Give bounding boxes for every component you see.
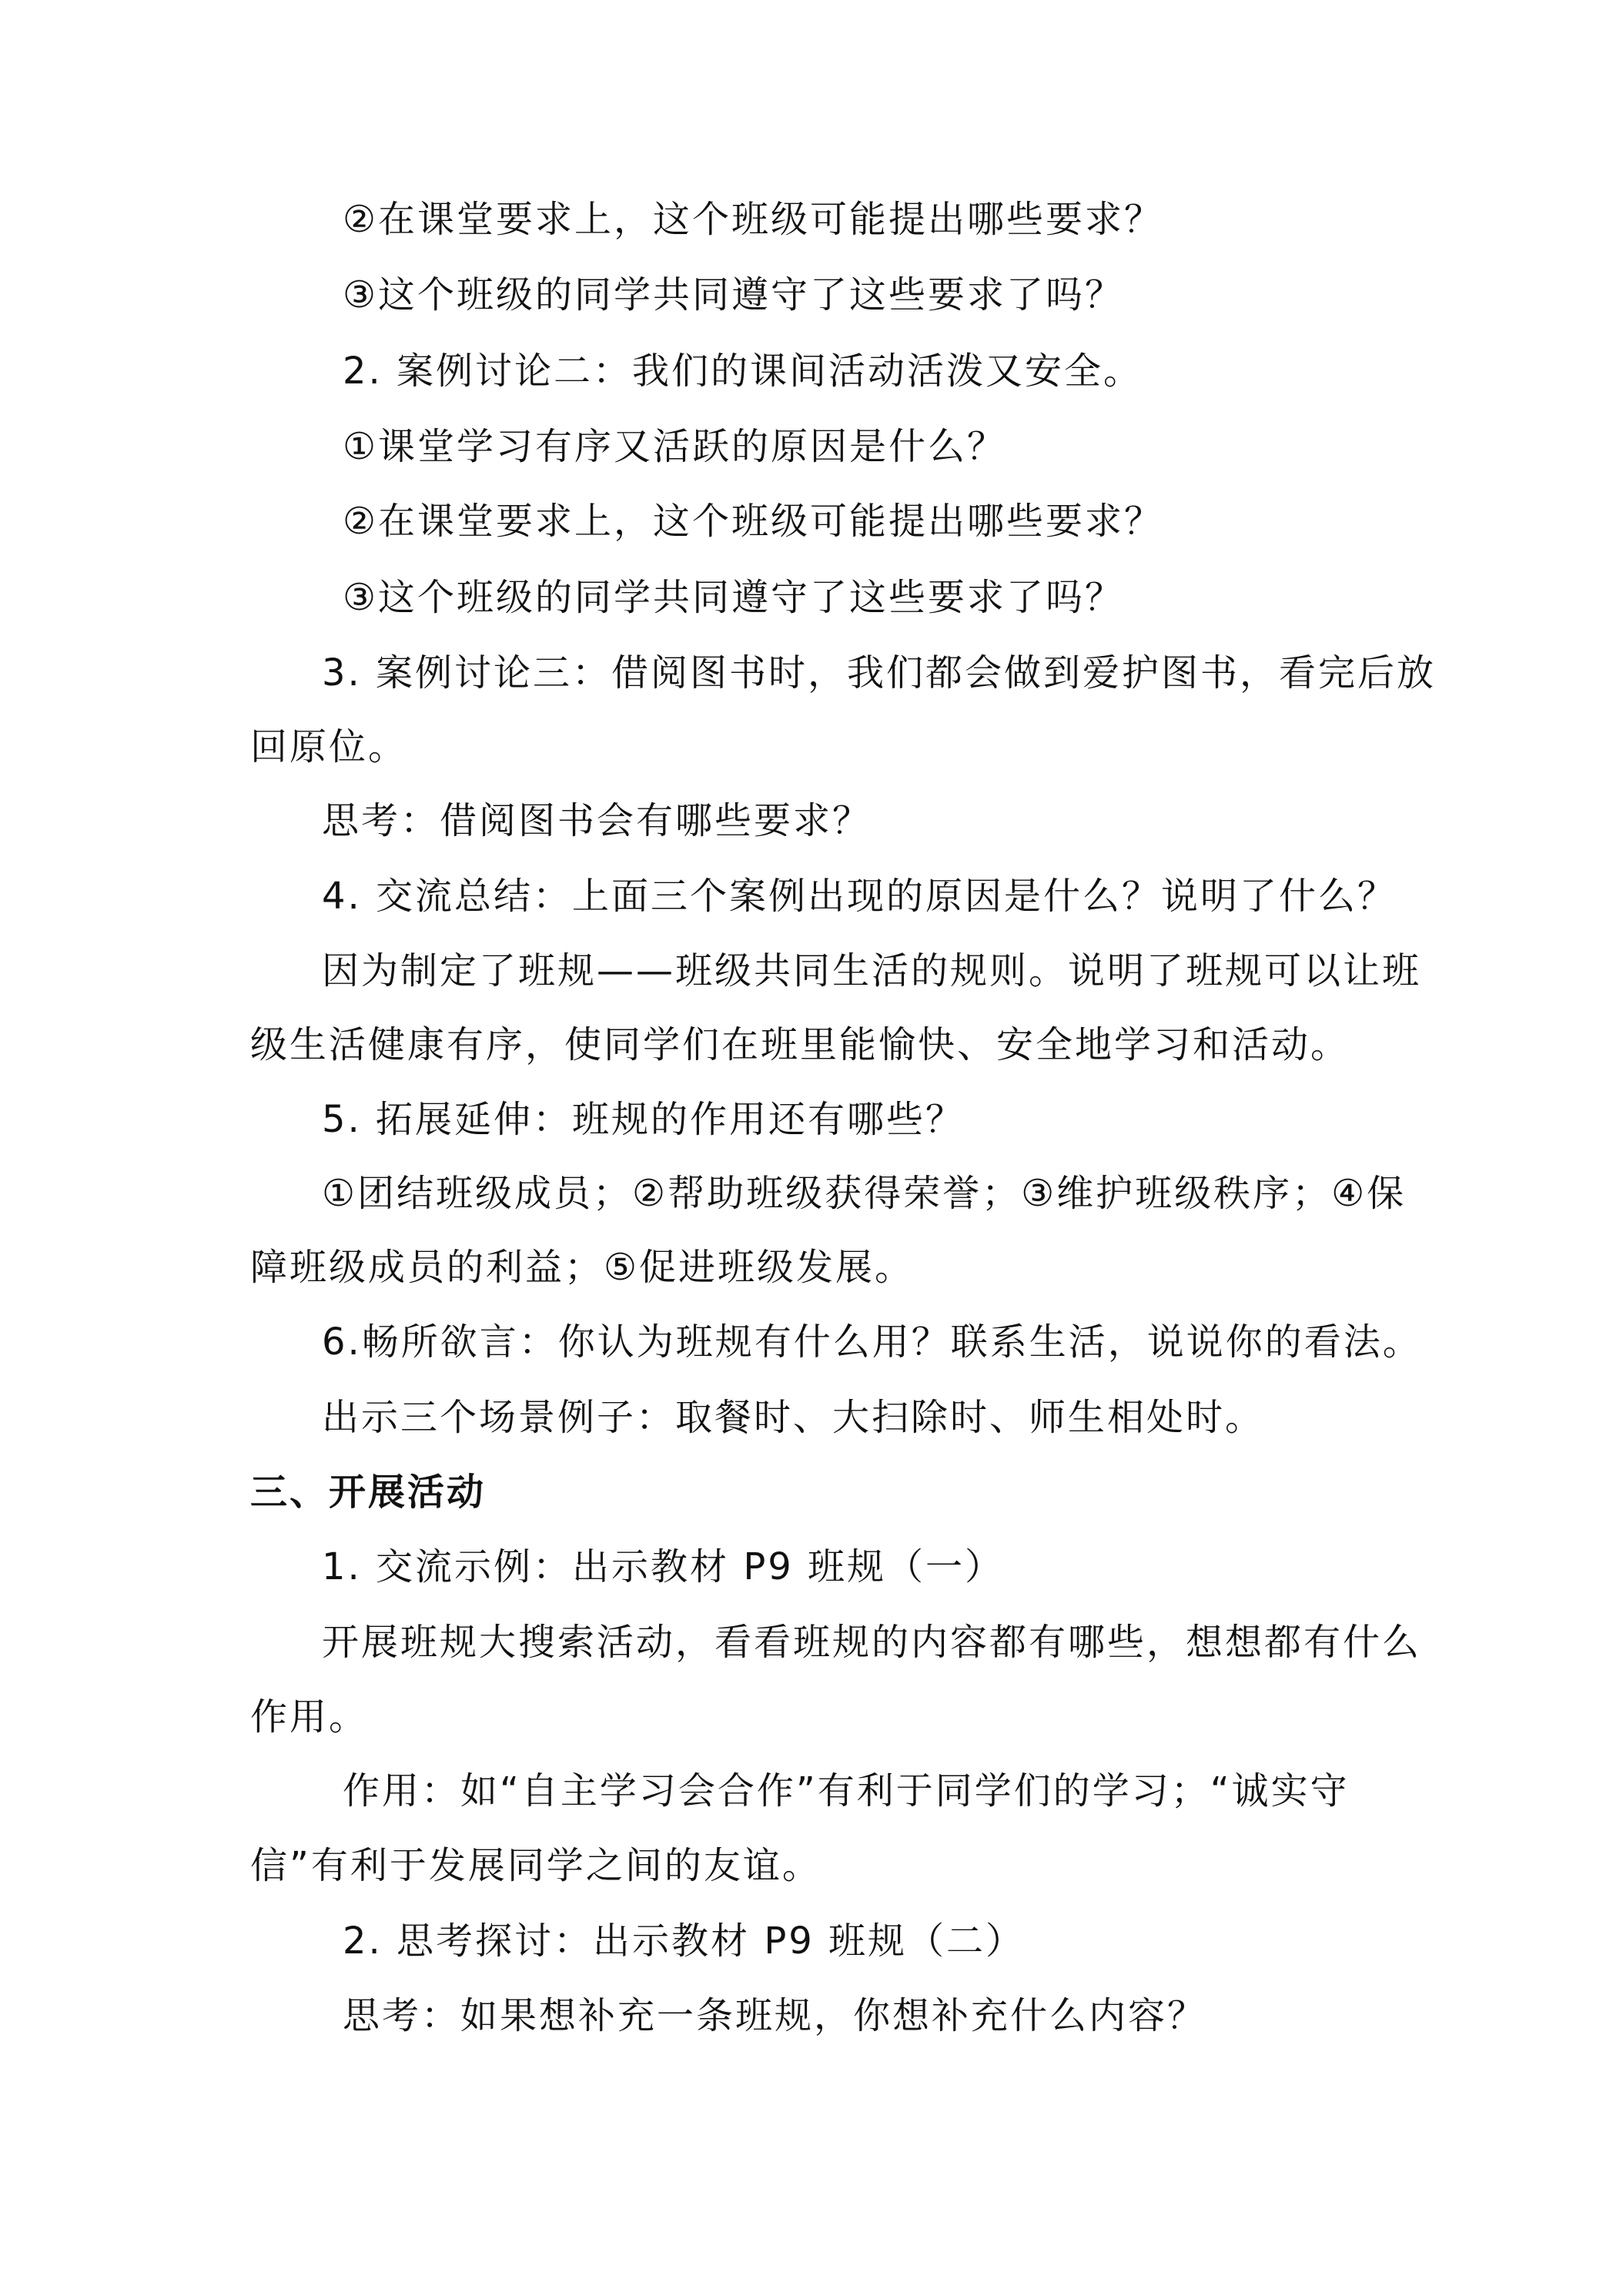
text-line-13: 5. 拓展延伸：班规的作用还有哪些？: [322, 1098, 965, 1141]
text-line-4: ①课堂学习有序又活跃的原因是什么？: [343, 425, 1007, 468]
text-line-22: 作用：如“自主学习会合作”有利于同学们的学习；“诚实守: [343, 1769, 1350, 1812]
text-line-24: 2. 思考探讨：出示教材 P9 班规（二）: [343, 1919, 1026, 1963]
text-line-21: 作用。: [250, 1695, 369, 1739]
section-heading: 三、开展活动: [250, 1471, 487, 1514]
text-line-15: 障班级成员的利益；⑤促进班级发展。: [250, 1246, 915, 1289]
text-line-1: ②在课堂要求上，这个班级可能提出哪些要求？: [343, 198, 1164, 241]
text-line-2: ③这个班级的同学共同遵守了这些要求了吗？: [343, 273, 1125, 316]
text-line-3: 2. 案例讨论二：我们的课间活动活泼又安全。: [343, 350, 1143, 393]
text-line-7: 3. 案例讨论三：借阅图书时，我们都会做到爱护图书，看完后放: [322, 651, 1437, 694]
text-line-25: 思考：如果想补充一条班规，你想补充什么内容？: [343, 1994, 1207, 2037]
text-line-8: 回原位。: [250, 725, 408, 768]
text-line-5: ②在课堂要求上，这个班级可能提出哪些要求？: [343, 500, 1164, 543]
text-line-16: 6.畅所欲言：你认为班规有什么用？联系生活，说说你的看法。: [322, 1320, 1422, 1364]
text-line-23: 信”有利于发展同学之间的友谊。: [250, 1844, 822, 1887]
text-line-14: ①团结班级成员；②帮助班级获得荣誉；③维护班级秩序；④保: [322, 1172, 1407, 1215]
text-line-17: 出示三个场景例子：取餐时、大扫除时、师生相处时。: [322, 1396, 1265, 1439]
text-line-11: 因为制定了班规——班级共同生活的规则。说明了班规可以让班: [322, 949, 1422, 992]
text-line-19: 1. 交流示例：出示教材 P9 班规（一）: [322, 1545, 1005, 1588]
text-line-12: 级生活健康有序，使同学们在班里能愉快、安全地学习和活动。: [250, 1023, 1350, 1066]
text-line-9: 思考：借阅图书会有哪些要求？: [322, 799, 872, 842]
text-line-20: 开展班规大搜索活动，看看班规的内容都有哪些，想想都有什么: [322, 1621, 1422, 1664]
text-line-6: ③这个班级的同学共同遵守了这些要求了吗？: [343, 576, 1125, 619]
text-line-10: 4. 交流总结：上面三个案例出现的原因是什么？说明了什么？: [322, 875, 1397, 918]
